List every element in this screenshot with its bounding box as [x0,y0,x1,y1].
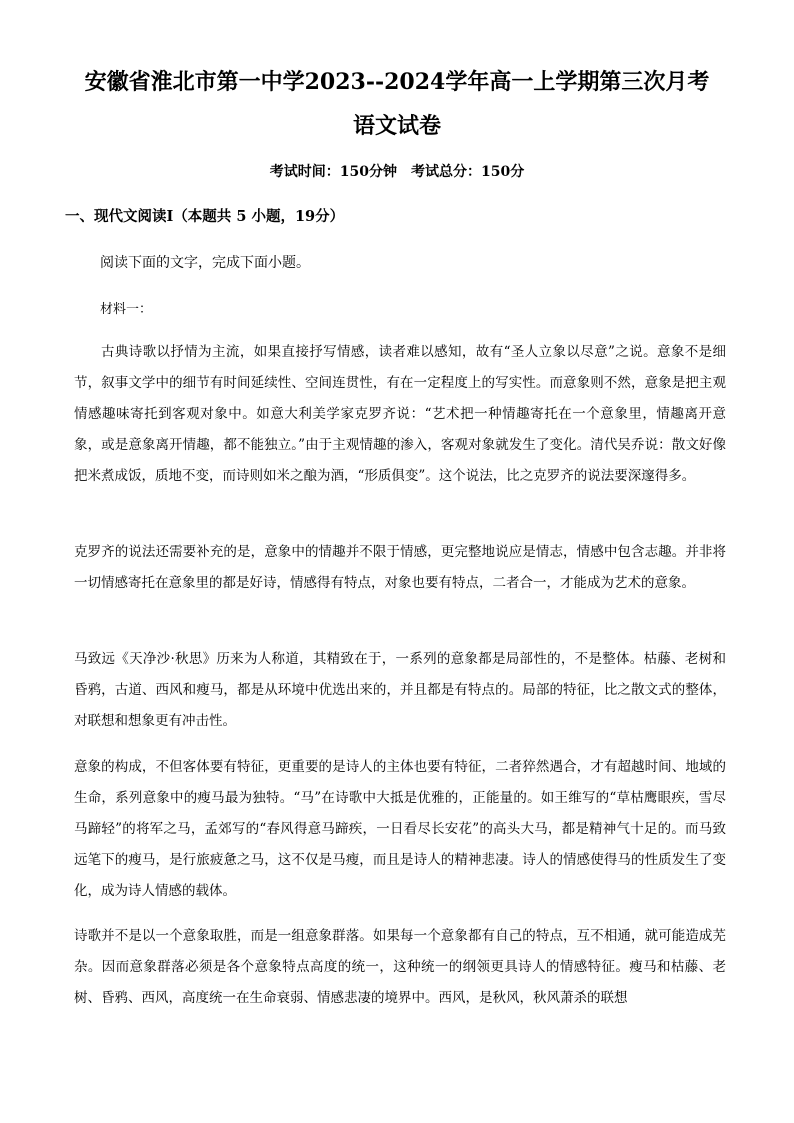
paragraph-3: 马致远《天净沙·秋思》历来为人称道，其精致在于，一系列的意象都是局部性的，不是整体。枯藤、老树和昏鸦，古道、西风和瘦马，都是从环境中优选出来的，并且都是有特点的。局部的特征，比之散文式的整体，对联想和想象更有冲击性。 [74,651,726,729]
reading-instruction: 阅读下面的文字，完成下面小题。 [100,255,310,271]
paragraph-4: 意象的构成，不但客体要有特征，更重要的是诗人的主体也要有特征，二者猝然遇合，才有超越时间、地域的生命，系列意象中的瘦马最为独特。“马”在诗歌中大抵是优雅的，正能量的。如王维写的“草枯鹰眼疾，雪尽马蹄轻”的将军之马，孟郊写的“春风得意马蹄疾，一日看尽长安花”的高头大马，都是精神气十足的。而马致远笔下的瘦马，是行旅疲惫之马，这不仅是马瘦，而且是诗人的精神悲凄。诗人的情感使得马的性质发生了变化，成为诗人情感的载体。 [74,759,726,899]
paragraph-1: 古典诗歌以抒情为主流，如果直接抒写情感，读者难以感知，故有“圣人立象以尽意”之说。意象不是细节，叙事文学中的细节有时间延续性、空间连贯性，有在一定程度上的写实性。而意象则不然，意象是把主观情感趣味寄托到客观对象中。如意大利美学家克罗齐说：“艺术把一种情趣寄托在一个意象里，情趣离开意象，或是意象离开情趣，都不能独立。”由于主观情趣的渗入，客观对象就发生了变化。清代吴乔说：散文好像把米煮成饭，质地不变，而诗则如米之酿为酒，“形质俱变”。这个说法，比之克罗齐的说法要深邃得多。 [74,344,726,484]
document-title: 安徽省淮北市第一中学2023--2024学年高一上学期第三次月考语文试卷 [84,69,710,139]
paragraph-2: 克罗齐的说法还需要补充的是，意象中的情趣并不限于情感，更完整地说应是情志，情感中包含志趣。并非将一切情感寄托在意象里的都是好诗，情感得有特点，对象也要有特点，二者合一，才能成为艺术的意象。 [74,544,726,591]
paragraph-5: 诗歌并不是以一个意象取胜，而是一组意象群落。如果每一个意象都有自己的特点，互不相通，就可能造成芜杂。因而意象群落必须是各个意象特点高度的统一，这种统一的纲领更具诗人的情感特征。瘦马和枯藤、老树、昏鸦、西风，高度统一在生命衰弱、情感悲凄的境界中。西风，是秋风，秋风萧杀的联想 [74,928,726,1006]
material-label: 材料一： [100,302,153,317]
section-heading: 一、现代文阅读Ⅰ（本题共 5 小题，19分） [65,208,345,225]
exam-info: 考试时间：150分钟 考试总分：150分 [269,164,525,180]
